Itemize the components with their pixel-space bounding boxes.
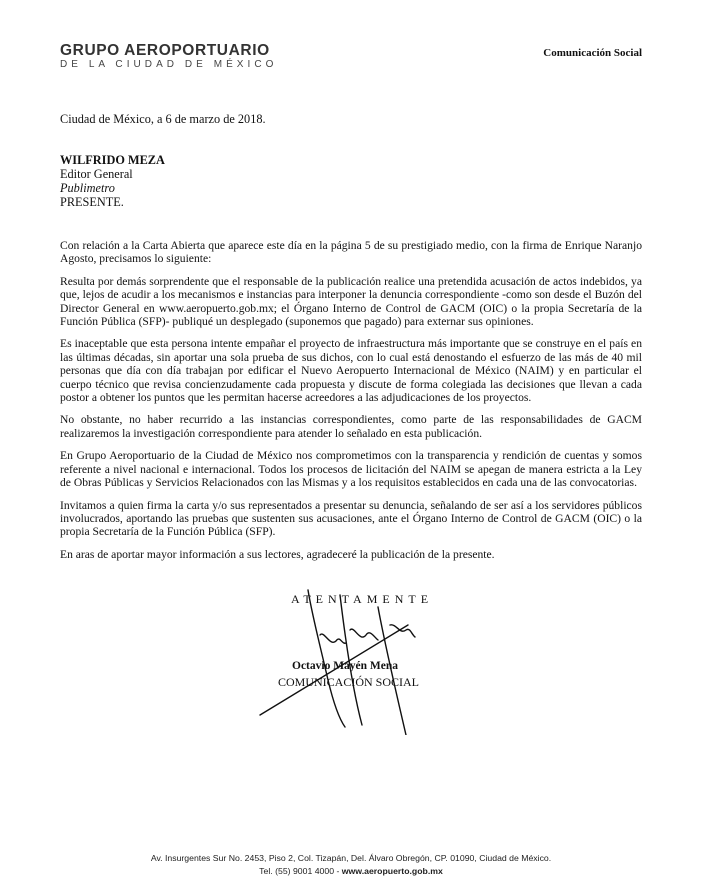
paragraph: Es inaceptable que esta persona intente empañar el proyecto de infraestructura más importante que se construye en el país en las últimas décadas, sin aportar una sola prueba de sus dichos, con lo cual está denostando el esfuerzo de las más de 40 mil personas que día con día trabajan por edificar el Nuevo Aeropuerto Internacional de México (NAIM) y en particular el cuerpo técnico que revisa concienzudamente cada propuesta y discute de forma colegiada las decisiones que llevan a cada postor a obtener los puntos que les permitan hacerse acreedores a las adjudicaciones de los proyectos. xyxy=(60,337,642,405)
recipient-block xyxy=(60,153,165,209)
paragraph: En Grupo Aeroportuario de la Ciudad de México nos comprometimos con la transparencia y rendición de cuentas y somos referente a nivel nacional e internacional. Todos los procesos de licitación del NAIM se apegan de manera estricta a la Ley de Obras Públicas y Servicios Relacionados con las Mismas y a los requisitos establecidos en cada una de las convocatorias. xyxy=(60,449,642,490)
recipient-publication: Publimetro xyxy=(60,181,115,195)
paragraph: No obstante, no haber recurrido a las instancias correspondientes, como parte de las responsabilidades de GACM realizaremos la investigación correspondiente para atender lo señalado en esta publicación. xyxy=(60,413,642,440)
footer-contact xyxy=(0,866,702,876)
handwritten-signature xyxy=(250,585,430,735)
signer-name: Octavio Mayén Mena xyxy=(292,660,399,672)
paragraph: En aras de aportar mayor información a sus lectores, agradeceré la publicación de la presente. xyxy=(60,547,495,561)
paragraph: Resulta por demás sorprendente que el responsable de la publicación realice una pretendida acusación de actos indebidos, ya que, lejos de acudir a los mecanismos e instancias para interponer la denuncia correspondiente -como son desde el Buzón del Director General en www.aeropuerto.gob.mx; el Órgano Interno de Control de GACM (OIC) o la propia Secretaría de la Función Pública (SFP)- publiqué un desplegado (suponemos que pagado) para externar sus opiniones. xyxy=(60,274,642,329)
letter-body xyxy=(60,239,642,570)
logo-title: GRUPO AEROPORTUARIO xyxy=(60,42,270,59)
logo-subtitle: DE LA CIUDAD DE MÉXICO xyxy=(60,59,278,70)
signer-title: COMUNICACIÓN SOCIAL xyxy=(278,675,420,689)
recipient-name: WILFRIDO MEZA xyxy=(60,153,165,167)
footer-phone: Tel. (55) 9001 4000 - xyxy=(259,866,340,876)
recipient-role: Editor General xyxy=(60,167,133,181)
department-label: Comunicación Social xyxy=(543,47,642,59)
date-line: Ciudad de México, a 6 de marzo de 2018. xyxy=(60,112,266,126)
salutation: ATENTAMENTE xyxy=(291,592,434,606)
paragraph: Con relación a la Carta Abierta que aparece este día en la página 5 de su prestigiado medio, con la firma de Enrique Naranjo Agosto, precisamos lo siguiente: xyxy=(60,239,642,266)
paragraph: Invitamos a quien firma la carta y/o sus representados a presentar su denuncia, señalando de ser así a los servidores públicos involucrados, aportando las pruebas que sustenten sus acusaciones, ante el Órgano Interno de Control de GACM (OIC) o la propia Secretaría de la Función Pública (SFP). xyxy=(60,498,642,539)
recipient-closing: PRESENTE. xyxy=(60,195,124,209)
footer-website-link[interactable]: www.aeropuerto.gob.mx xyxy=(341,866,443,876)
footer-address: Av. Insurgentes Sur No. 2453, Piso 2, Col. Tizapán, Del. Álvaro Obregón, CP. 01090, Ciudad de México. xyxy=(150,853,552,863)
